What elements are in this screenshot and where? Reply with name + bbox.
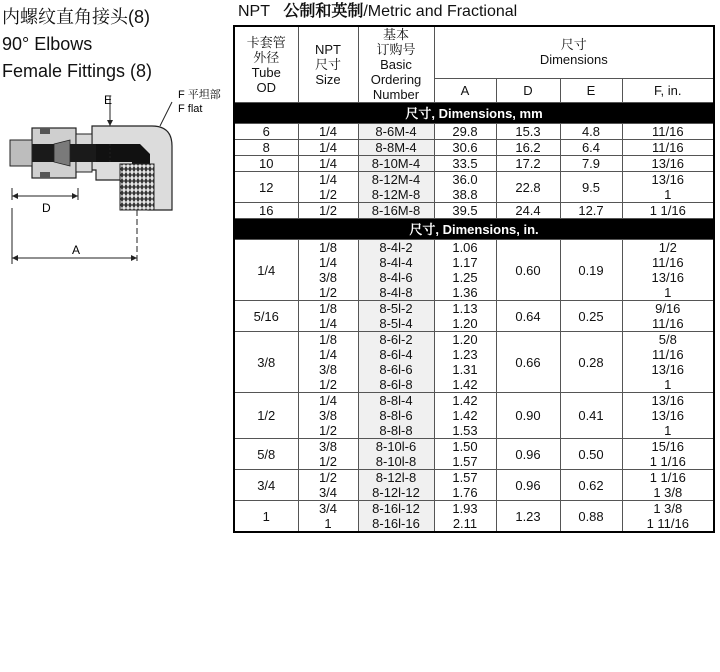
table-row <box>234 124 714 140</box>
label-a: A <box>72 243 81 257</box>
cell-od: 10 <box>234 156 298 172</box>
cell-order: 8-10M-4 <box>358 156 434 172</box>
col-ordering-number: 基本 订购号 Basic Ordering Number <box>358 26 434 103</box>
cell-d: 0.90 <box>496 393 560 439</box>
col-tube-od: 卡套管 外径 Tube OD <box>234 26 298 103</box>
cell-npt: 1/8 1/4 3/8 1/2 <box>298 332 358 393</box>
cell-a: 1.50 1.57 <box>434 439 496 470</box>
cell-od: 6 <box>234 124 298 140</box>
cell-d: 0.96 <box>496 439 560 470</box>
table-row <box>234 393 714 439</box>
cell-order: 8-6l-2 8-6l-4 8-6l-6 8-6l-8 <box>358 332 434 393</box>
cell-d: 0.66 <box>496 332 560 393</box>
cell-npt: 3/8 1/2 <box>298 439 358 470</box>
cell-e: 12.7 <box>560 203 622 219</box>
cell-f: 13/16 13/16 1 <box>622 393 714 439</box>
cell-e: 0.88 <box>560 501 622 533</box>
cell-od: 1/2 <box>234 393 298 439</box>
cell-d: 0.60 <box>496 240 560 301</box>
cell-order: 8-8M-4 <box>358 140 434 156</box>
cell-order: 8-8l-4 8-8l-6 8-8l-8 <box>358 393 434 439</box>
cell-d: 17.2 <box>496 156 560 172</box>
cell-order: 8-16M-8 <box>358 203 434 219</box>
cell-e: 0.50 <box>560 439 622 470</box>
cell-a: 30.6 <box>434 140 496 156</box>
cell-a: 1.20 1.23 1.31 1.42 <box>434 332 496 393</box>
cell-d: 0.96 <box>496 470 560 501</box>
cell-a: 36.0 38.8 <box>434 172 496 203</box>
cell-e: 0.28 <box>560 332 622 393</box>
label-d: D <box>42 201 51 215</box>
cell-f: 9/16 11/16 <box>622 301 714 332</box>
cell-order: 8-6M-4 <box>358 124 434 140</box>
table-row <box>234 140 714 156</box>
cell-f: 13/16 <box>622 156 714 172</box>
heading-cn: 公制和英制 <box>283 3 364 20</box>
cell-npt: 1/8 1/4 3/8 1/2 <box>298 240 358 301</box>
cell-order: 8-5l-2 8-5l-4 <box>358 301 434 332</box>
table-row <box>234 332 714 393</box>
col-npt-size: NPT 尺寸 Size <box>298 26 358 103</box>
table-heading <box>238 2 517 22</box>
cell-a: 39.5 <box>434 203 496 219</box>
cell-d: 1.23 <box>496 501 560 533</box>
cell-od: 5/8 <box>234 439 298 470</box>
cell-od: 3/8 <box>234 332 298 393</box>
col-e: E <box>560 78 622 102</box>
cell-a: 1.42 1.42 1.53 <box>434 393 496 439</box>
table-row <box>234 172 714 203</box>
cell-e: 7.9 <box>560 156 622 172</box>
section-in: 尺寸, Dimensions, in. <box>234 219 714 240</box>
cell-f: 11/16 <box>622 140 714 156</box>
cell-npt: 1/2 3/4 <box>298 470 358 501</box>
heading-npt: NPT <box>238 3 270 20</box>
title-en-line2: Female Fittings (8) <box>2 61 153 81</box>
cell-e: 0.19 <box>560 240 622 301</box>
col-a: A <box>434 78 496 102</box>
table-row <box>234 240 714 301</box>
cell-order: 8-16l-12 8-16l-16 <box>358 501 434 533</box>
cell-npt: 1/2 <box>298 203 358 219</box>
cell-f: 1 3/8 1 11/16 <box>622 501 714 533</box>
cell-od: 1 <box>234 501 298 533</box>
elbow-fitting-diagram <box>0 88 232 268</box>
cell-npt: 1/4 <box>298 140 358 156</box>
label-f-cn: F 平坦部 <box>178 89 221 101</box>
cell-d: 15.3 <box>496 124 560 140</box>
cell-od: 8 <box>234 140 298 156</box>
heading-en: /Metric and Fractional <box>363 3 518 20</box>
cell-e: 0.25 <box>560 301 622 332</box>
cell-od: 1/4 <box>234 240 298 301</box>
cell-npt: 1/8 1/4 <box>298 301 358 332</box>
title-en-line1: 90° Elbows <box>2 34 93 54</box>
cell-od: 12 <box>234 172 298 203</box>
table-row <box>234 470 714 501</box>
cell-a: 1.93 2.11 <box>434 501 496 533</box>
cell-order: 8-12M-4 8-12M-8 <box>358 172 434 203</box>
cell-e: 6.4 <box>560 140 622 156</box>
female-thread <box>120 164 154 210</box>
cell-a: 1.13 1.20 <box>434 301 496 332</box>
cell-npt: 1/4 1/2 <box>298 172 358 203</box>
cell-d: 16.2 <box>496 140 560 156</box>
cell-od: 5/16 <box>234 301 298 332</box>
label-f-en: F flat <box>178 103 203 115</box>
section-mm: 尺寸, Dimensions, mm <box>234 103 714 124</box>
cell-f: 5/8 11/16 13/16 1 <box>622 332 714 393</box>
cell-od: 3/4 <box>234 470 298 501</box>
cell-f: 1/2 11/16 13/16 1 <box>622 240 714 301</box>
col-d: D <box>496 78 560 102</box>
cell-a: 1.57 1.76 <box>434 470 496 501</box>
cell-f: 1 1/16 1 3/8 <box>622 470 714 501</box>
table-row <box>234 501 714 533</box>
cell-f: 15/16 1 1/16 <box>622 439 714 470</box>
cell-e: 4.8 <box>560 124 622 140</box>
table-row <box>234 301 714 332</box>
cell-order: 8-12l-8 8-12l-12 <box>358 470 434 501</box>
title-cn: 内螺纹直角接头(8) <box>2 7 150 27</box>
cell-f: 11/16 <box>622 124 714 140</box>
cell-od: 16 <box>234 203 298 219</box>
cell-f: 1 1/16 <box>622 203 714 219</box>
cell-e: 9.5 <box>560 172 622 203</box>
cell-a: 33.5 <box>434 156 496 172</box>
cell-npt: 3/4 1 <box>298 501 358 533</box>
col-dimensions: 尺寸 Dimensions <box>434 26 714 78</box>
cell-d: 24.4 <box>496 203 560 219</box>
cell-npt: 1/4 <box>298 124 358 140</box>
cell-npt: 1/4 <box>298 156 358 172</box>
cell-order: 8-4l-2 8-4l-4 8-4l-6 8-4l-8 <box>358 240 434 301</box>
cell-order: 8-10l-6 8-10l-8 <box>358 439 434 470</box>
cell-a: 29.8 <box>434 124 496 140</box>
table-row <box>234 203 714 219</box>
cell-f: 13/16 1 <box>622 172 714 203</box>
label-e: E <box>104 93 113 107</box>
cell-npt: 1/4 3/8 1/2 <box>298 393 358 439</box>
dimensions-table <box>233 25 715 533</box>
col-f: F, in. <box>622 78 714 102</box>
cell-a: 1.06 1.17 1.25 1.36 <box>434 240 496 301</box>
cell-d: 22.8 <box>496 172 560 203</box>
cell-e: 0.41 <box>560 393 622 439</box>
cell-d: 0.64 <box>496 301 560 332</box>
cell-e: 0.62 <box>560 470 622 501</box>
table-row <box>234 439 714 470</box>
table-row <box>234 156 714 172</box>
title-block <box>2 4 230 85</box>
